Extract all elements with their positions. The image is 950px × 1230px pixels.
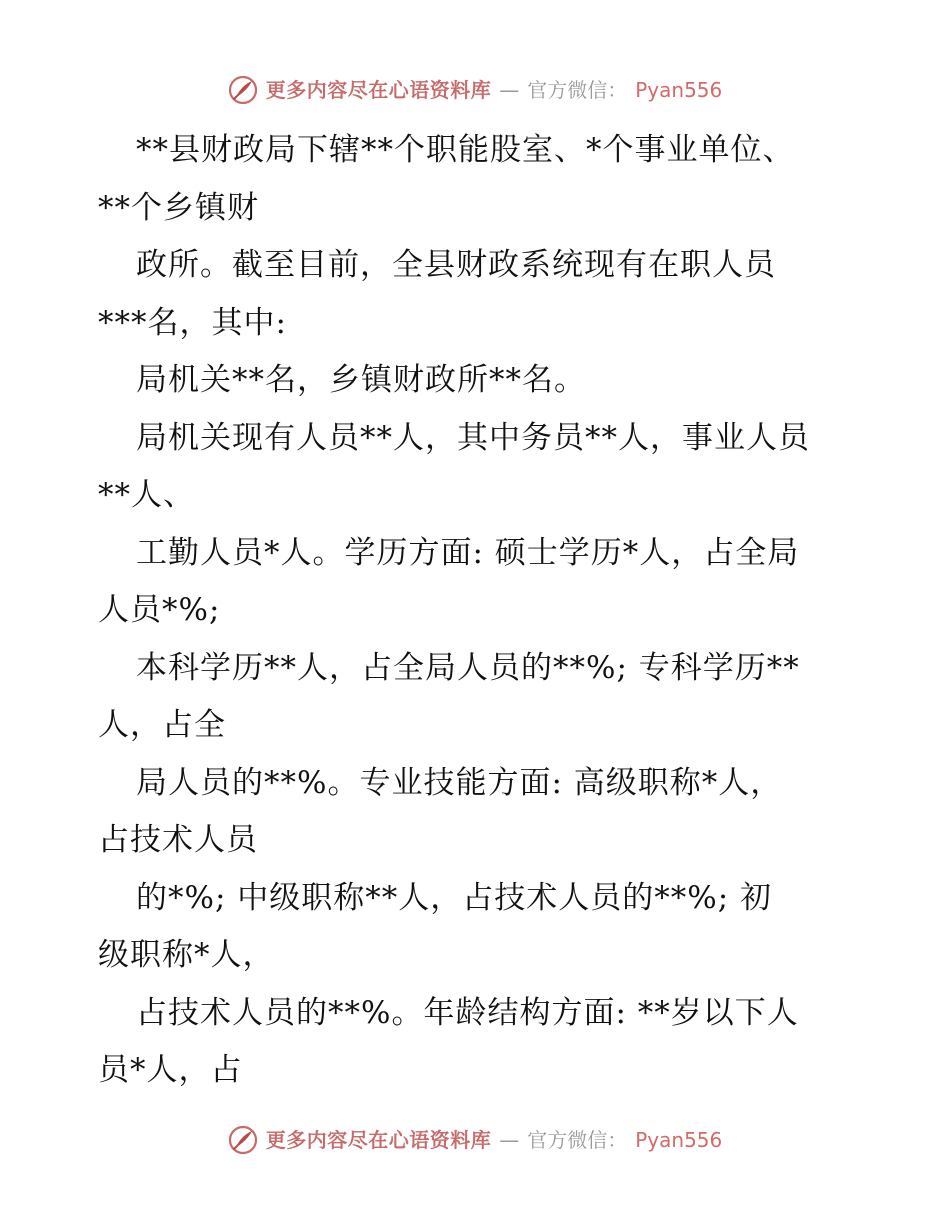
watermark-account: Pyan556: [635, 78, 723, 102]
quill-pen-logo-icon: [228, 1125, 258, 1155]
text-line: **个乡镇财: [98, 189, 259, 226]
watermark-dash: —: [499, 78, 520, 102]
text-line: 级职称*人，: [98, 937, 275, 973]
text-line: 本科学历**人，占全局人员的**%; 专科学历**: [136, 649, 800, 686]
text-line: 占技术人员: [98, 822, 258, 858]
text-line: 政所。截至目前，全县财政系统现有在职人员: [136, 247, 776, 283]
watermark-main-text: 更多内容尽在心语资料库: [265, 78, 492, 102]
text-line: 局机关**名，乡镇财政所**名。: [136, 362, 586, 398]
watermark-account: Pyan556: [635, 1128, 723, 1152]
watermark-label: 官方微信：: [527, 78, 628, 102]
watermark-label: 官方微信：: [527, 1128, 628, 1152]
header-watermark: [0, 70, 950, 110]
text-line: 局人员的**%。专业技能方面: 高级职称*人，: [136, 764, 783, 801]
text-line: ***名，其中:: [98, 304, 287, 341]
quill-pen-logo-icon: [228, 75, 258, 105]
text-line: **人、: [98, 477, 195, 513]
watermark-dash: —: [499, 1128, 520, 1152]
text-line: 的*%; 中级职称**人，占技术人员的**%; 初: [136, 879, 773, 916]
text-line: 工勤人员*人。学历方面: 硕士学历*人，占全局: [136, 534, 800, 571]
document-body: [98, 122, 858, 1100]
watermark-main-text: 更多内容尽在心语资料库: [265, 1128, 492, 1152]
text-line: 员*人，占: [98, 1052, 243, 1088]
text-line: 人员*%;: [98, 592, 221, 628]
text-line: **县财政局下辖**个职能股室、*个事业单位、: [136, 132, 795, 168]
text-line: 占技术人员的**%。年龄结构方面: **岁以下人: [136, 994, 799, 1031]
text-line: 局机关现有人员**人，其中务员**人，事业人员: [136, 419, 810, 456]
footer-watermark: [0, 1120, 950, 1160]
text-line: 人，占全: [98, 707, 226, 743]
